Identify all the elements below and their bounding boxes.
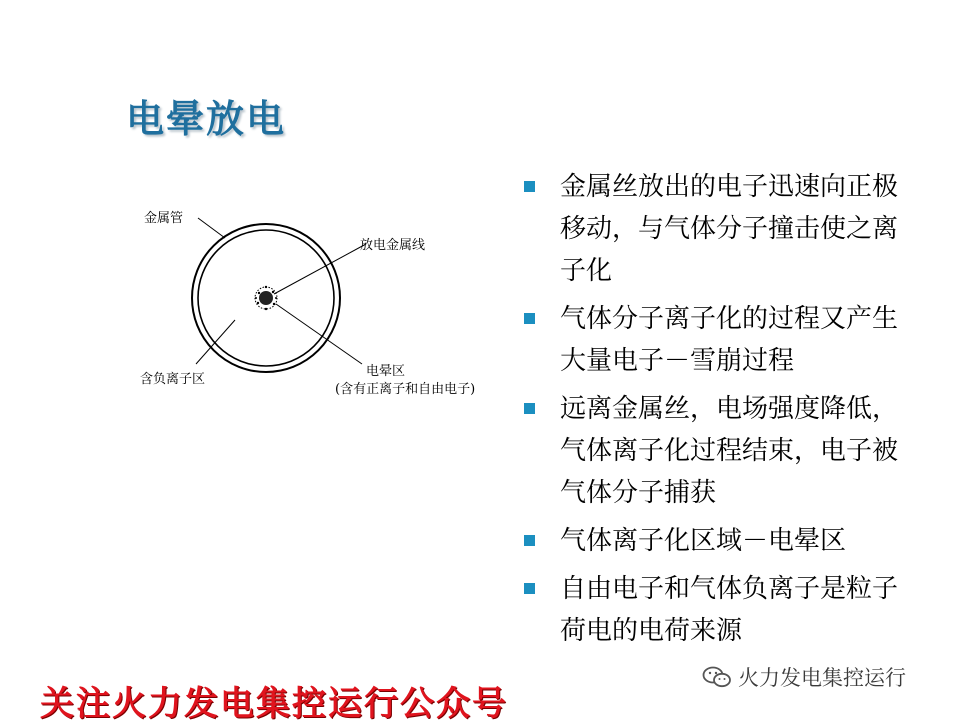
leader-corona-zone [276,304,362,364]
leader-negative-ion-zone [196,320,235,364]
square-bullet-icon [524,403,535,414]
wechat-icon [702,665,732,689]
square-bullet-icon [524,313,535,324]
label-corona-zone-note: (含有正离子和自由电子) [335,382,476,397]
bullet-item [524,388,920,514]
label-discharge-wire: 放电金属线 [360,238,426,253]
footer-banner: 关注火力发电集控运行公众号 [40,684,508,724]
corona-region [255,286,277,310]
bullet-item [524,166,920,292]
label-metal-tube: 金属管 [144,211,184,226]
bullet-item [524,520,920,562]
leader-discharge-wire [274,244,366,294]
leader-metal-tube [198,218,225,238]
bullet-item [524,568,920,652]
slide-title: 电晕放电 [126,97,287,141]
bullet-item [524,298,920,382]
square-bullet-icon [524,583,535,594]
label-corona-zone: 电晕区 [366,364,406,379]
label-negative-ion-zone: 含负离子区 [140,372,206,387]
corona-discharge-diagram [130,200,510,410]
bullet-text: 气体分子离子化的过程又产生大量电子－雪崩过程 [560,304,899,376]
bullet-text: 远离金属丝，电场强度降低，气体离子化过程结束，电子被气体分子捕获 [560,394,899,508]
bullet-list [524,166,944,658]
bullet-text: 自由电子和气体负离子是粒子荷电的电荷来源 [560,574,899,646]
bullet-text: 气体离子化区域－电晕区 [560,526,847,556]
bullet-text: 金属丝放出的电子迅速向正极移动，与气体分子撞击使之离子化 [560,172,899,286]
wechat-account-name: 火力发电集控运行 [738,666,906,690]
wechat-watermark [702,662,906,692]
square-bullet-icon [524,181,535,192]
square-bullet-icon [524,535,535,546]
